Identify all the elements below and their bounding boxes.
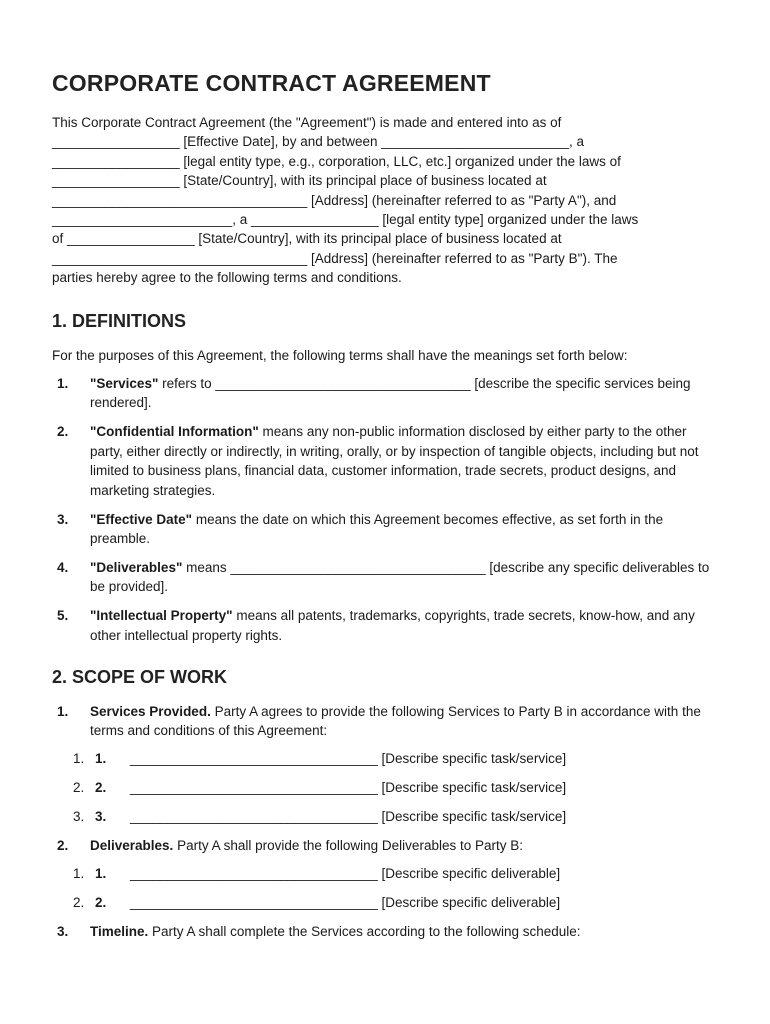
section-heading-scope: 2. SCOPE OF WORK: [52, 666, 228, 687]
scope-text: Party A agrees to provide the following Services to Party B in accordance with the terms and conditions of this Agreement:: [90, 703, 701, 739]
sub-item-bold-number: 1.: [95, 750, 107, 766]
sub-item-bold-number: 1.: [95, 865, 107, 881]
sub-item-bold-number: 2.: [95, 779, 107, 795]
definition-term: "Confidential Information": [90, 424, 259, 440]
definition-item: [52, 558, 718, 597]
intro-line: of _________________ [State/Country], with its principal place of business located at: [52, 231, 562, 247]
definition-term: "Intellectual Property": [90, 608, 233, 624]
sub-item: [52, 864, 718, 883]
definition-text: means all patents, trademarks, copyrights, trade secrets, know-how, and any other intellectual property rights.: [90, 608, 695, 643]
item-number: 2.: [57, 838, 69, 854]
sub-item: [52, 749, 718, 768]
scope-list: [52, 702, 718, 942]
definition-text: means any non-public information disclosed by either party to the other party, either directly or indirectly, in writing, orally, or by inspection of tangible objects, including but not limited to business plans, financial data, customer information, trade secrets, product designs, and marketing strategies.: [90, 424, 699, 498]
intro-line: ________________________, a _________________ [legal entity type] organized under the laws: [52, 212, 639, 228]
definition-item: [52, 510, 718, 549]
item-number: 3.: [57, 511, 69, 527]
item-number: 5.: [57, 608, 69, 624]
intro-line: _________________ [Effective Date], by and between _________________________, a: [52, 134, 584, 150]
sub-item-text: _________________________________ [Describe specific deliverable]: [130, 894, 561, 910]
scope-item: [52, 702, 718, 827]
definitions-lead: For the purposes of this Agreement, the following terms shall have the meanings set forth below:: [52, 347, 628, 363]
definition-term: "Services": [90, 376, 159, 392]
services-sublist: [52, 749, 718, 827]
item-number: 4.: [57, 559, 69, 575]
intro-line: _________________ [legal entity type, e.g., corporation, LLC, etc.] organized under the laws of: [52, 153, 621, 169]
definition-term: "Deliverables": [90, 559, 183, 575]
definition-item: [52, 606, 718, 645]
definition-item: [52, 374, 718, 413]
definition-text: refers to __________________________________ [describe the specific services being rendered].: [90, 376, 691, 411]
scope-term: Deliverables.: [90, 838, 174, 854]
section-heading-definitions: 1. DEFINITIONS: [52, 310, 187, 331]
sub-item-bold-number: 3.: [95, 809, 107, 825]
intro-line: __________________________________ [Address] (hereinafter referred to as "Party A"), and: [52, 192, 617, 208]
scope-text: Party A shall complete the Services according to the following schedule:: [148, 924, 581, 940]
scope-term: Timeline.: [90, 924, 149, 940]
intro-paragraph: [52, 113, 718, 288]
item-number: 1.: [57, 376, 69, 392]
item-number: 3.: [57, 924, 69, 940]
sub-item-text: _________________________________ [Describe specific deliverable]: [130, 865, 561, 881]
scope-item: [52, 922, 718, 941]
definition-text: means __________________________________ [describe any specific deliverables to be provided].: [90, 559, 710, 595]
definitions-list: [52, 374, 718, 645]
sub-item: [52, 778, 718, 797]
sub-item-number: 1.: [73, 865, 85, 881]
item-number: 2.: [57, 424, 69, 440]
definition-item: [52, 422, 718, 500]
sub-item: [52, 807, 718, 826]
intro-line: _________________ [State/Country], with its principal place of business located at: [52, 173, 547, 189]
definition-text: means the date on which this Agreement becomes effective, as set forth in the preamble.: [90, 511, 664, 546]
sub-item-number: 1.: [73, 750, 85, 766]
intro-line: parties hereby agree to the following terms and conditions.: [52, 270, 402, 286]
scope-text: Party A shall provide the following Deliverables to Party B:: [173, 838, 523, 854]
intro-line: This Corporate Contract Agreement (the "Agreement") is made and entered into as of: [52, 115, 562, 130]
sub-item-text: _________________________________ [Describe specific task/service]: [130, 779, 567, 795]
deliverables-sublist: [52, 864, 718, 913]
scope-term: Services Provided.: [90, 703, 211, 719]
sub-item-text: _________________________________ [Describe specific task/service]: [130, 750, 567, 766]
sub-item-number: 2.: [73, 894, 85, 910]
item-number: 1.: [57, 703, 69, 719]
sub-item-text: _________________________________ [Describe specific task/service]: [130, 809, 567, 825]
document-title: CORPORATE CONTRACT AGREEMENT: [52, 70, 491, 96]
sub-item-number: 3.: [73, 809, 85, 825]
sub-item-number: 2.: [73, 779, 85, 795]
scope-item: [52, 836, 718, 912]
definition-term: "Effective Date": [90, 511, 193, 527]
intro-line: __________________________________ [Address] (hereinafter referred to as "Party B"). The: [52, 250, 618, 266]
sub-item: [52, 893, 718, 912]
sub-item-bold-number: 2.: [95, 894, 107, 910]
